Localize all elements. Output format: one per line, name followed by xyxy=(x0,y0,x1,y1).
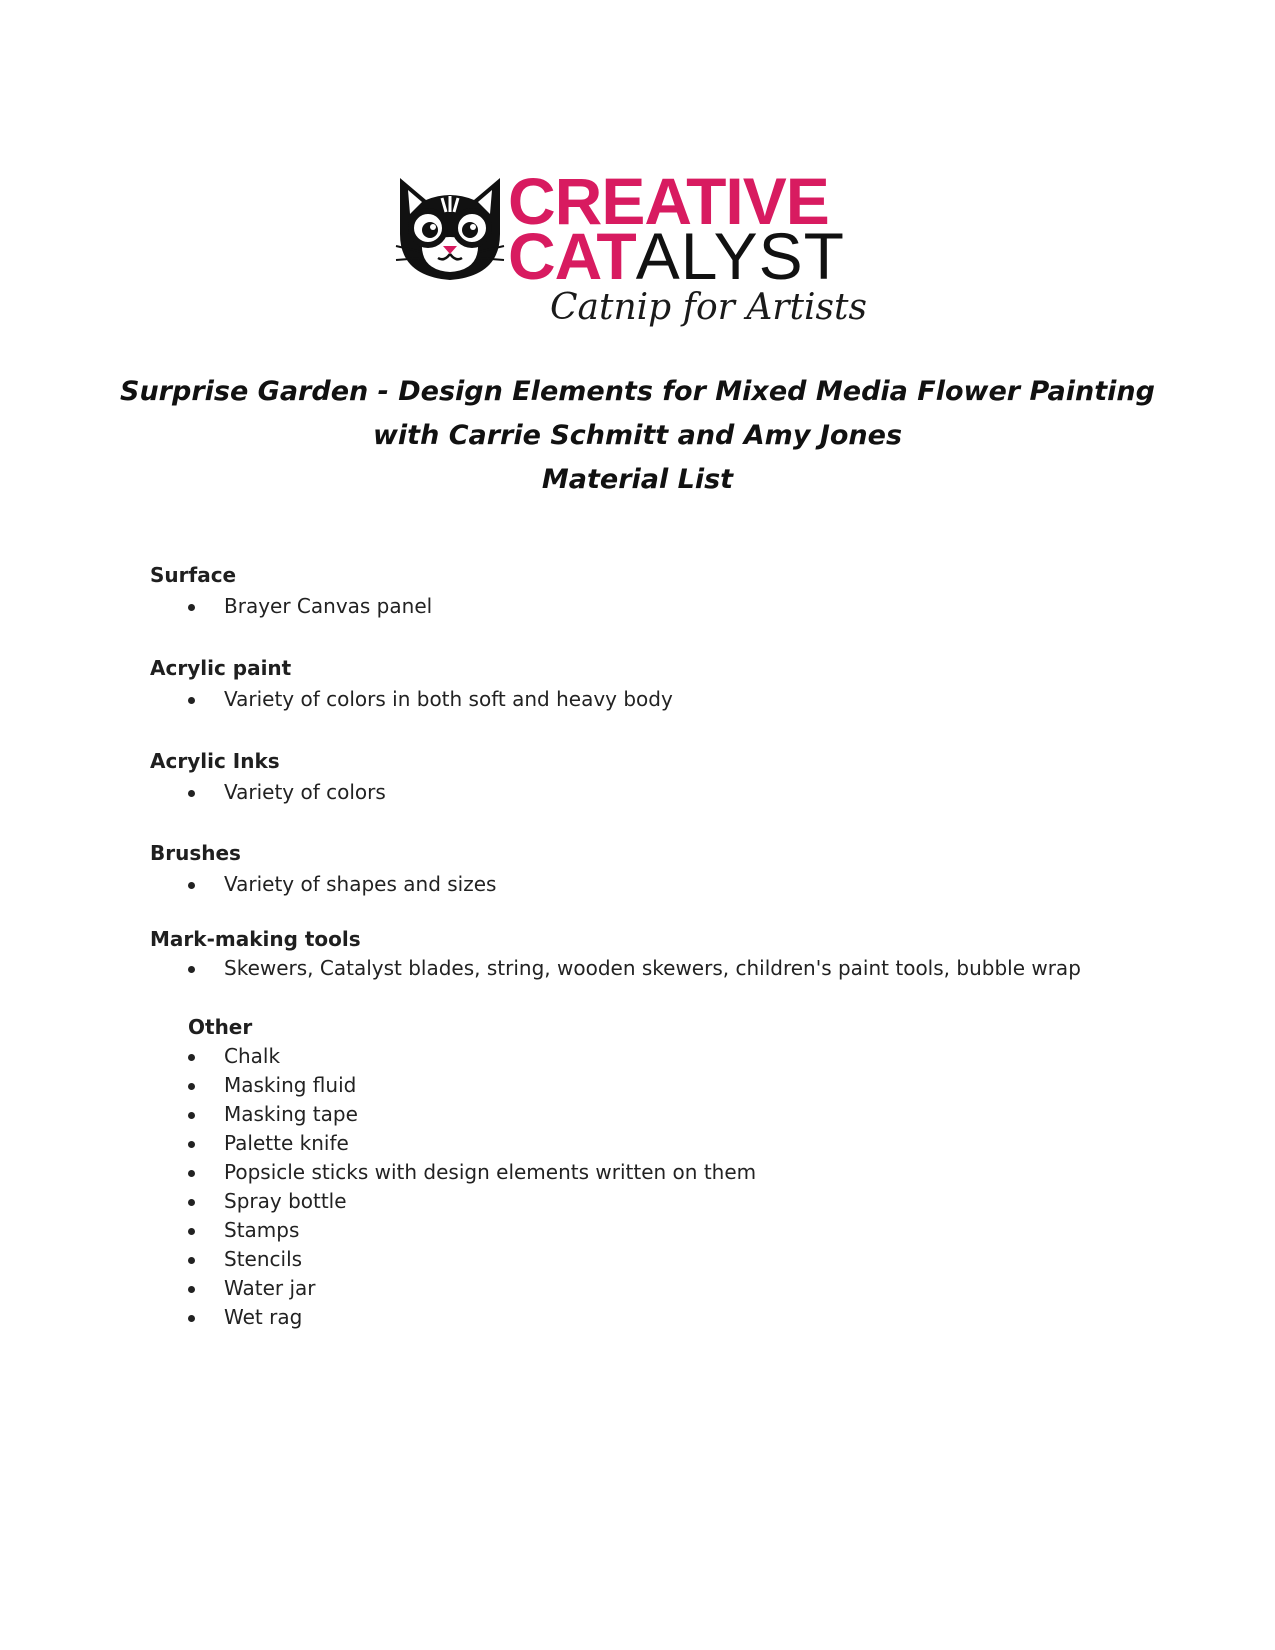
section-acrylic-paint xyxy=(150,655,1230,714)
bullet-icon xyxy=(188,697,195,704)
cat-with-glasses-icon xyxy=(392,172,508,284)
bullet-icon xyxy=(188,1054,195,1061)
list-item-text: Brayer Canvas panel xyxy=(224,594,433,618)
logo-cat-text: CAT xyxy=(508,219,636,293)
list-item xyxy=(188,1100,1268,1129)
bullet-icon xyxy=(188,1257,195,1264)
bullet-icon xyxy=(188,966,195,973)
bullet-icon xyxy=(188,882,195,889)
list-item-text: Variety of colors xyxy=(224,780,386,804)
section-heading: Mark-making tools xyxy=(150,927,361,951)
list-item-text: Water jar xyxy=(224,1276,316,1300)
list-item-text: Stamps xyxy=(224,1218,300,1242)
bullet-icon xyxy=(188,1199,195,1206)
list-item xyxy=(150,778,1230,807)
bullet-icon xyxy=(188,1170,195,1177)
list-item xyxy=(188,1245,1268,1274)
title-line-2: with Carrie Schmitt and Amy Jones xyxy=(372,420,903,451)
list-item-text: Variety of colors in both soft and heavy body xyxy=(224,687,673,711)
section-other xyxy=(188,1014,1268,1332)
section-mark-making-tools xyxy=(150,926,1230,983)
list-item-text: Popsicle sticks with design elements written on them xyxy=(224,1160,757,1184)
bullet-icon xyxy=(188,1228,195,1235)
logo-word-catalyst xyxy=(508,219,845,293)
list-item xyxy=(188,1129,1268,1158)
section-heading: Acrylic paint xyxy=(150,656,292,680)
list-item xyxy=(188,1042,1268,1071)
list-item xyxy=(188,1187,1268,1216)
title-line-3: Material List xyxy=(541,464,734,495)
list-item-text: Skewers, Catalyst blades, string, wooden skewers, children's paint tools, bubble wrap xyxy=(224,956,1081,980)
list-item-text: Stencils xyxy=(224,1247,303,1271)
bullet-icon xyxy=(188,1286,195,1293)
title-line-1: Surprise Garden - Design Elements for Mixed Media Flower Painting xyxy=(120,376,1155,407)
list-item-text: Wet rag xyxy=(224,1305,303,1329)
list-item xyxy=(188,1216,1268,1245)
list-item xyxy=(188,1303,1268,1332)
bullet-icon xyxy=(188,1315,195,1322)
list-item xyxy=(150,685,1230,714)
list-item xyxy=(150,954,1230,983)
section-acrylic-inks xyxy=(150,748,1230,807)
list-item-text: Chalk xyxy=(224,1044,281,1068)
section-brushes xyxy=(150,840,1230,899)
list-item-text: Variety of shapes and sizes xyxy=(224,872,497,896)
list-item xyxy=(188,1274,1268,1303)
logo-alyst-text: ALYST xyxy=(635,219,845,293)
section-heading: Brushes xyxy=(150,841,241,865)
logo-tagline: Catnip for Artists xyxy=(550,287,867,328)
bullet-icon xyxy=(188,604,195,611)
list-item xyxy=(188,1071,1268,1100)
document-title xyxy=(0,370,1275,502)
bullet-icon xyxy=(188,1083,195,1090)
section-surface xyxy=(150,562,1230,621)
list-item-text: Palette knife xyxy=(224,1131,349,1155)
bullet-icon xyxy=(188,790,195,797)
section-heading: Other xyxy=(188,1015,253,1039)
list-item-text: Masking tape xyxy=(224,1102,358,1126)
list-item xyxy=(150,592,1230,621)
list-item-text: Spray bottle xyxy=(224,1189,347,1213)
list-item-text: Masking fluid xyxy=(224,1073,357,1097)
section-heading: Surface xyxy=(150,563,237,587)
bullet-icon xyxy=(188,1141,195,1148)
section-heading: Acrylic Inks xyxy=(150,749,280,773)
logo-creative-text: CREATIVE xyxy=(508,164,829,238)
bullet-icon xyxy=(188,1112,195,1119)
list-item xyxy=(150,870,1230,899)
creative-catalyst-logo xyxy=(392,164,872,348)
list-item xyxy=(188,1158,1268,1187)
